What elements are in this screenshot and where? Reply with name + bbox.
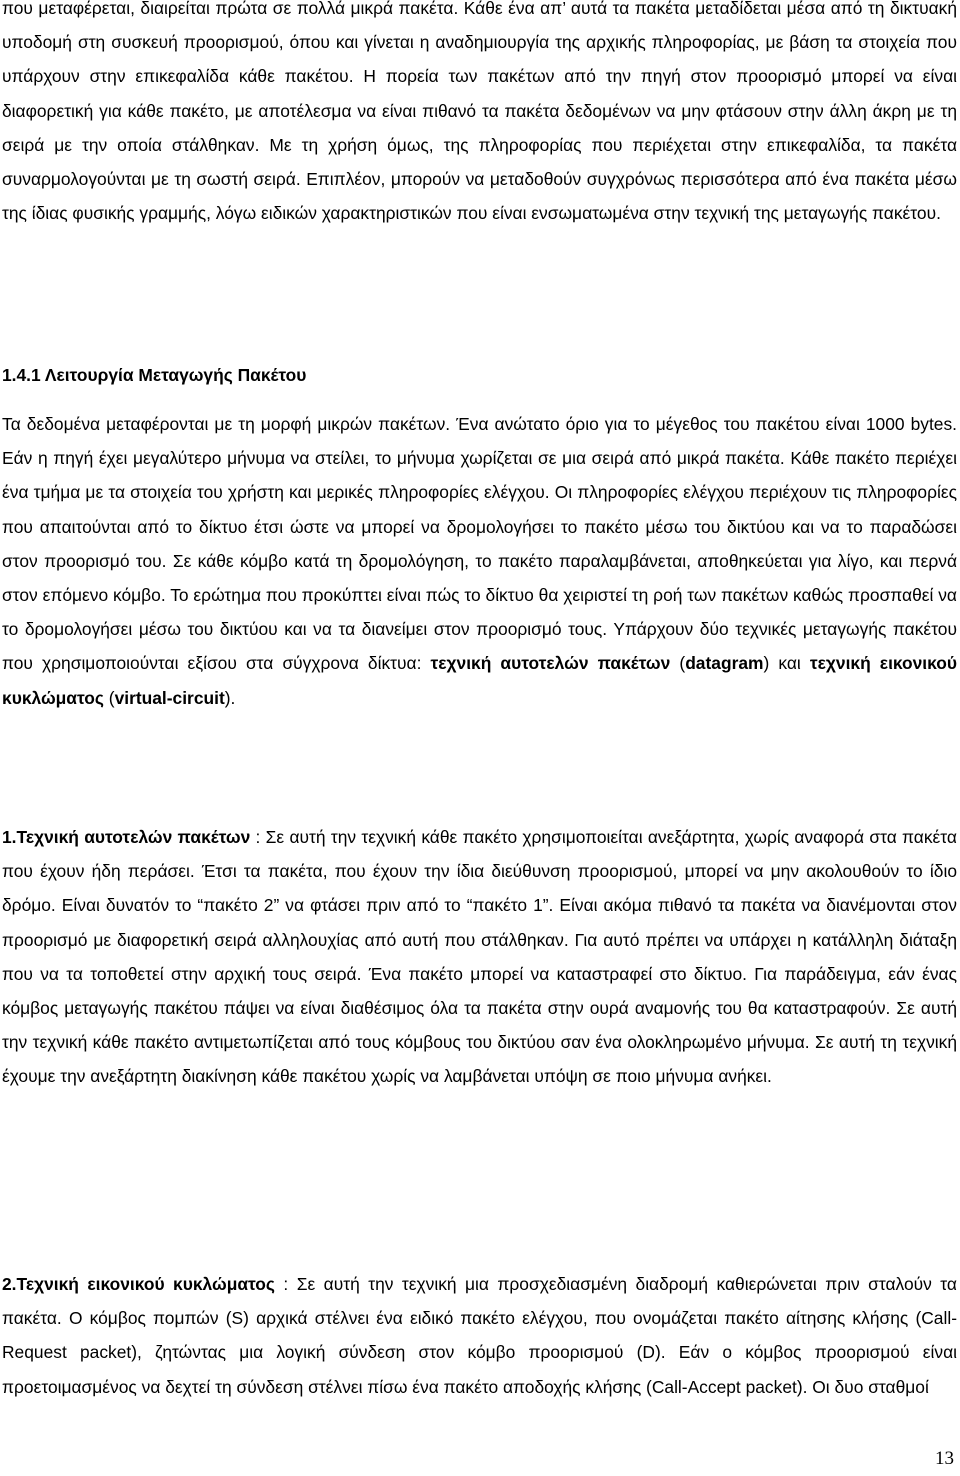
term-datagram-en: datagram [685,653,764,674]
paragraph-packet-switching: Τα δεδομένα μεταφέρονται με τη μορφή μικρών πακέτων. Ένα ανώτατο όριο για το μέγεθος του πακέτου είναι 1000 bytes. Εάν η πηγή έχει μεγαλύτερο μήνυμα να στείλει, το μήνυμα χωρίζεται σε μια σειρά από μικρά πακέτα. Κάθε πακέτο περιέχει ένα τμήμα με τα στοιχεία του χρήστη και μερικές πληροφορίες ελέγχου. Οι πληροφορίες ελέγχου περιέχουν τις πληροφορίες που απαιτούνται από το δίκτυο έτσι ώστε να μπορεί να δρομολογήσει το πακέτο μέσω του δικτύου και να το παραδώσει στον προορισμό του. Σε κάθε κόμβο κατά τη δρομολόγηση, το πακέτο παραλαμβάνεται, αποθηκεύεται για λίγο, και περνά στον επόμενο κόμβο. Το ερώτημα που προκύπτει είναι πώς το δίκτυο θα χειριστεί τη ροή των πακέτων καθώς προσπαθεί να το δρομολογήσει μέσω του δικτύου και να τα διανείμει στον προορισμό τους. Υπάρχουν δύο τεχνικές μεταγωγής πακέτου που χρησιμοποιούνται εξίσου στα σύγχρονα δίκτυα: τεχνική αυτοτελών πακέτων (datagram) και τεχνική εικονικού κυκλώματος (virtual-circuit). [2,414,958,708]
paragraph-intro [2,0,957,230]
paragraph-virtual-circuit [2,1267,957,1404]
paragraph-datagram [2,820,957,1094]
paragraph-virtual-circuit-label: 2.Τεχνική εικονικού κυκλώματος [2,1274,275,1294]
paragraph-datagram-label: 1.Τεχνική αυτοτελών πακέτων [2,827,251,847]
page-number: 13 [935,1448,954,1469]
paragraph-packet-switching-text: Τα δεδομένα μεταφέρονται με τη μορφή μικρών πακέτων. Ένα ανώτατο όριο για το μέγεθος του πακέτου είναι 1000 bytes. Εάν η πηγή έχει μεγαλύτερο μήνυμα να στείλει, το μήνυμα χωρίζεται σε μια σειρά από μικρά πακέτα. Κάθε πακέτο περιέχει ένα τμήμα με τα στοιχεία του χρήστη και μερικές πληροφορίες ελέγχου. Οι πληροφορίες ελέγχου περιέχουν τις πληροφορίες που απαιτούνται από το δίκτυο έτσι ώστε να μπορεί να δρομολογήσει το πακέτο μέσω του δικτύου και να το παραδώσει στον προορισμό του. Σε κάθε κόμβο κατά τη δρομολόγηση, το πακέτο παραλαμβάνεται, αποθηκεύεται για λίγο, και περνά στον επόμενο κόμβο. Το ερώτημα που προκύπτει είναι πώς το δίκτυο θα χειριστεί τη ροή των πακέτων καθώς προσπαθεί να το δρομολογήσει μέσω του δικτύου και να τα διανείμει στον προορισμό τους. Υπάρχουν δύο τεχνικές μεταγωγής πακέτου που χρησιμοποιούνται εξίσου στα σύγχρονα δίκτυα: [2,414,957,674]
section-heading: 1.4.1 Λειτουργία Μεταγωγής Πακέτου [2,365,307,385]
term-virtual-circuit: τεχνική εικονικού κυκλώματος [2,653,958,708]
paragraph-datagram-text: : Σε αυτή την τεχνική κάθε πακέτο χρησιμοποιείται ανεξάρτητα, χωρίς αναφορά στα πακέτα που έχουν ήδη περάσει. Έτσι τα πακέτα, που έχουν την ίδια διεύθυνση προορισμού, μπορεί να μην ακολουθούν το ίδιο δρόμο. Είναι δυνατόν το “πακέτο 2” να φτάσει πριν από το “πακέτο 1”. Είναι ακόμα πιθανό τα πακέτα να διανέμονται στον προορισμό με διαφορετική σειρά αλληλουχίας από αυτή που στάλθηκαν. Για αυτό πρέπει να υπάρχει η κατάλληλη διάταξη που να τα τοποθετεί στην αρχική τους σειρά. Ένα πακέτο μπορεί να καταστραφεί στο δίκτυο. Για παράδειγμα, εάν ένας κόμβος μεταγωγής πακέτου πάψει να είναι διαθέσιμος όλα τα πακέτα στην ουρά αναμονής του θα καταστραφούν. Σε αυτή την τεχνική κάθε πακέτο αντιμετωπίζεται από τους κόμβους του δικτύου σαν ένα ολοκληρωμένο μήνυμα. Σε αυτή τη τεχνική έχουμε την ανεξάρτητη διακίνηση κάθε πακέτου χωρίς να λαμβάνεται υπόψη σε ποιο μήνυμα ανήκει. [2,827,957,1087]
term-conjunction: και [778,653,801,674]
paragraph-intro-text: που μεταφέρεται, διαιρείται πρώτα σε πολλά μικρά πακέτα. Κάθε ένα απ’ αυτά τα πακέτα μεταδίδεται μέσα από τη δικτυακή υποδομή στη συσκευή προορισμού, όπου και γίνεται η αναδημιουργία της αρχικής πληροφορίας, με βάση τα στοιχεία που υπάρχουν στην επικεφαλίδα κάθε πακέτου. Η πορεία των πακέτων από την πηγή στον προορισμό μπορεί να είναι διαφορετική για κάθε πακέτο, με αποτέλεσμα να είναι πιθανό τα πακέτα δεδομένων να μην φτάσουν στην άλλη άκρη με τη σειρά με την οποία στάλθηκαν. Με τη χρήση όμως, της πληροφορίας που περιέχεται στην επικεφαλίδα, τα πακέτα συναρμολογούνται με τη σωστή σειρά. Επιπλέον, μπορούν να μεταδοθούν συγχρόνως περισσότερα από ένα πακέτα μέσω της ίδιας φυσικής γραμμής, λόγω ειδικών χαρακτηριστικών που είναι ενσωματωμένα στην τεχνική της μεταγωγής πακέτου. [2,0,957,224]
term-datagram: τεχνική αυτοτελών πακέτων [430,653,671,674]
term-virtual-circuit-en: virtual-circuit [114,687,225,708]
paragraph-virtual-circuit-text: : Σε αυτή την τεχνική μια προσχεδιασμένη διαδρομή καθιερώνεται πριν σταλούν τα πακέτα. Ο κόμβος πομπών (S) αρχικά στέλνει ένα ειδικό πακέτο ελέγχου, που ονομάζεται πακέτο αίτησης κλήσης (Call-Request packet), ζητώντας μια λογική σύνδεση στον κόμβο προορισμού (D). Εάν ο κόμβος προορισμού είναι προετοιμασμένος να δεχτεί τη σύνδεση στέλνει πίσω ένα πακέτο αποδοχής κλήσης (Call-Accept packet). Οι δυο σταθμοί [2,1274,957,1397]
